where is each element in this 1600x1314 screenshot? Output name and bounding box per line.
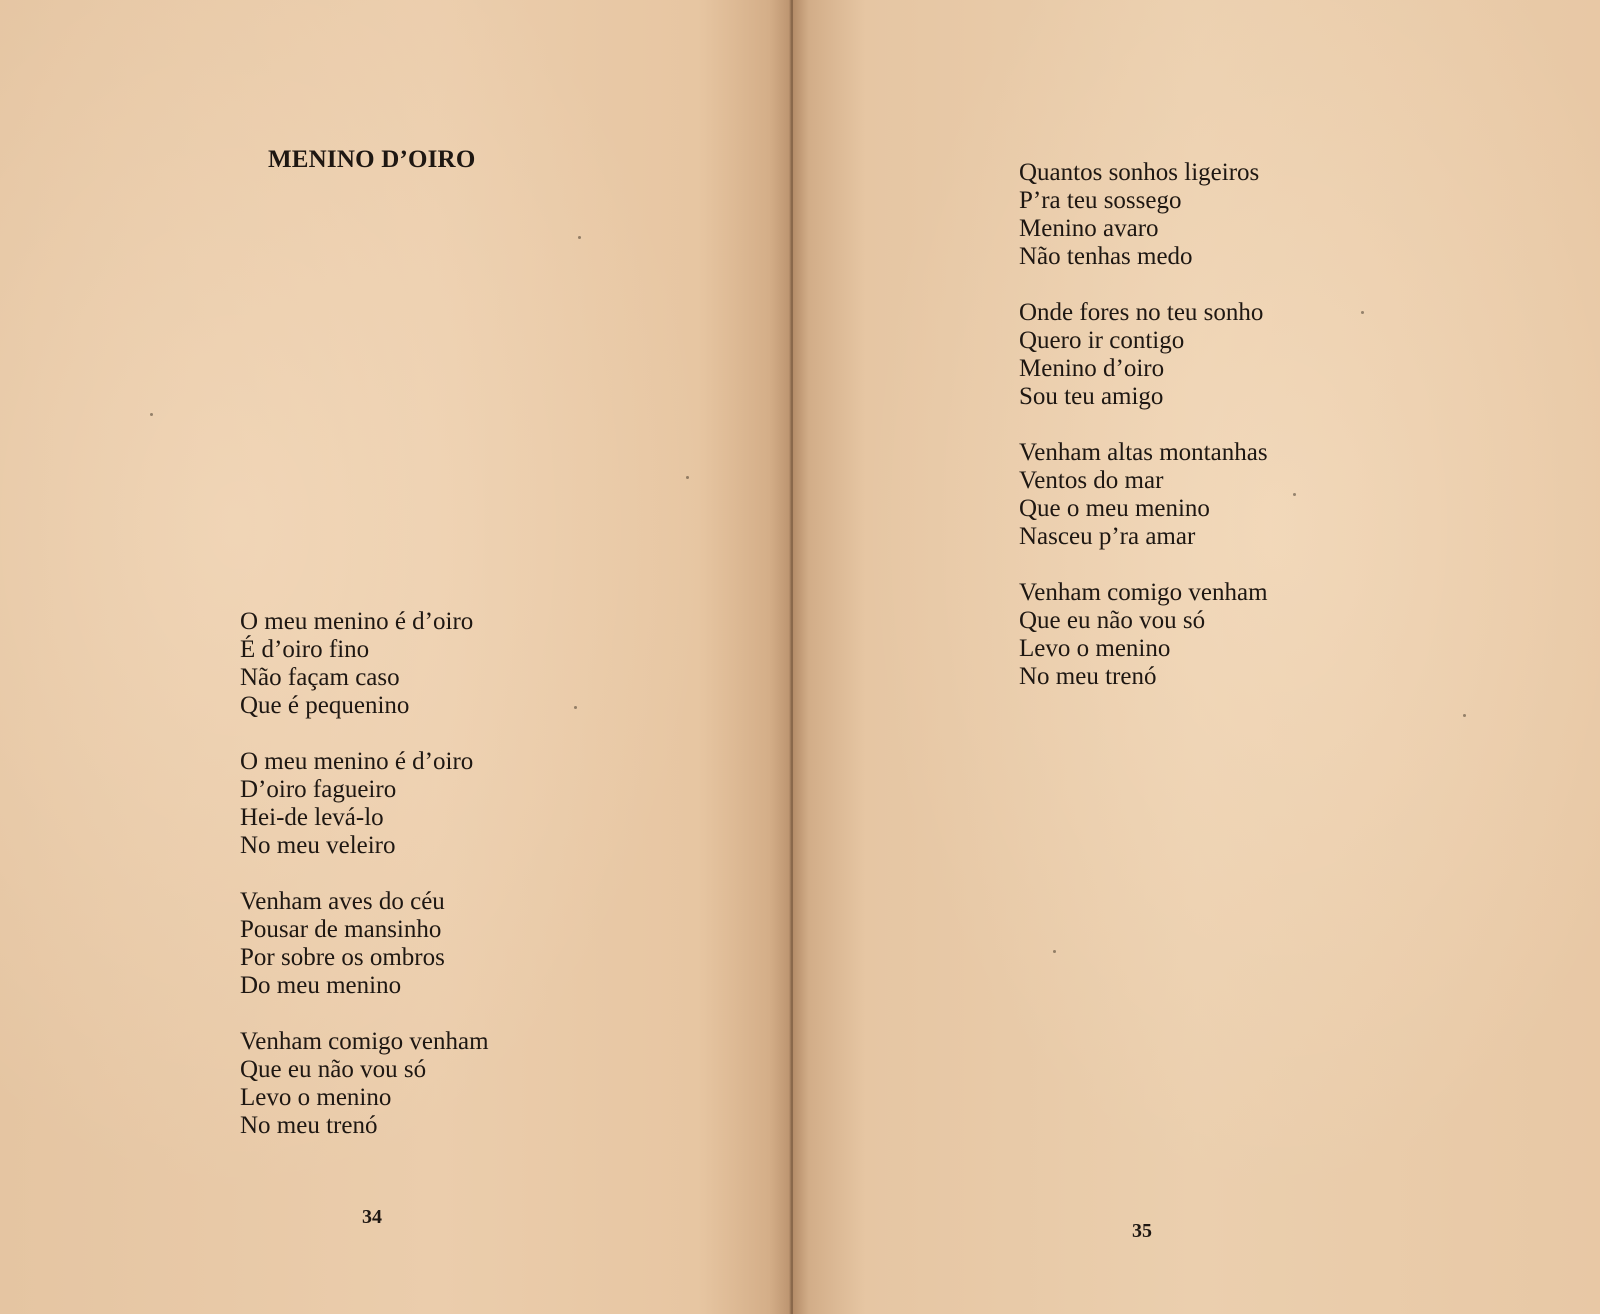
verse-line: Menino d’oiro: [1019, 355, 1165, 382]
verse-line: Venham comigo venham: [240, 1028, 489, 1055]
paper-speck: [574, 706, 577, 709]
stanza: [1019, 439, 1268, 551]
verse-line: No meu trenó: [240, 1112, 378, 1139]
verse-line: Quantos sonhos ligeiros: [1019, 159, 1260, 186]
verse-line: Que eu não vou só: [1019, 607, 1206, 634]
poem-title: MENINO D’OIRO: [268, 146, 476, 173]
paper-speck: [1463, 714, 1466, 717]
verse-line: D’oiro fagueiro: [240, 776, 397, 803]
verse-line: Que é pequenino: [240, 692, 410, 719]
verse-line: Nasceu p’ra amar: [1019, 523, 1196, 550]
page-number-right: 35: [1132, 1220, 1152, 1242]
verse-line: Ventos do mar: [1019, 467, 1164, 494]
paper-speck: [1293, 493, 1296, 496]
verse-line: O meu menino é d’oiro: [240, 608, 474, 635]
paper-speck: [150, 413, 153, 416]
verse-line: Sou teu amigo: [1019, 383, 1164, 410]
stanza: [240, 1028, 489, 1140]
verse-line: Venham comigo venham: [1019, 579, 1268, 606]
stanza: [240, 748, 489, 860]
verse-line: Não façam caso: [240, 664, 400, 691]
verse-line: Levo o menino: [1019, 635, 1171, 662]
verse-line: Hei-de levá-lo: [240, 804, 384, 831]
stanza: [240, 888, 489, 1000]
verse-line: No meu trenó: [1019, 663, 1157, 690]
verse-line: Levo o menino: [240, 1084, 392, 1111]
right-page: [793, 0, 1600, 1314]
paper-speck: [578, 236, 581, 239]
verse-line: Quero ir contigo: [1019, 327, 1185, 354]
verse-line: É d’oiro fino: [240, 636, 370, 663]
left-page: [0, 0, 793, 1314]
stanza: [1019, 159, 1268, 271]
stanza: [1019, 579, 1268, 691]
poem-right: [1019, 159, 1268, 719]
verse-line: Que o meu menino: [1019, 495, 1210, 522]
stanza: [240, 608, 489, 720]
verse-line: P’ra teu sossego: [1019, 187, 1182, 214]
paper-speck: [686, 476, 689, 479]
verse-line: No meu veleiro: [240, 832, 396, 859]
verse-line: Que eu não vou só: [240, 1056, 427, 1083]
poem-left: [240, 608, 489, 1168]
verse-line: Onde fores no teu sonho: [1019, 299, 1264, 326]
verse-line: Pousar de mansinho: [240, 916, 442, 943]
paper-speck: [1053, 950, 1056, 953]
stanza: [1019, 299, 1268, 411]
verse-line: Venham altas montanhas: [1019, 439, 1268, 466]
verse-line: Menino avaro: [1019, 215, 1159, 242]
verse-line: Por sobre os ombros: [240, 944, 445, 971]
verse-line: Não tenhas medo: [1019, 243, 1193, 270]
verse-line: Venham aves do céu: [240, 888, 445, 915]
verse-line: O meu menino é d’oiro: [240, 748, 474, 775]
page-number-left: 34: [362, 1206, 382, 1228]
verse-line: Do meu menino: [240, 972, 402, 999]
paper-speck: [1361, 311, 1364, 314]
